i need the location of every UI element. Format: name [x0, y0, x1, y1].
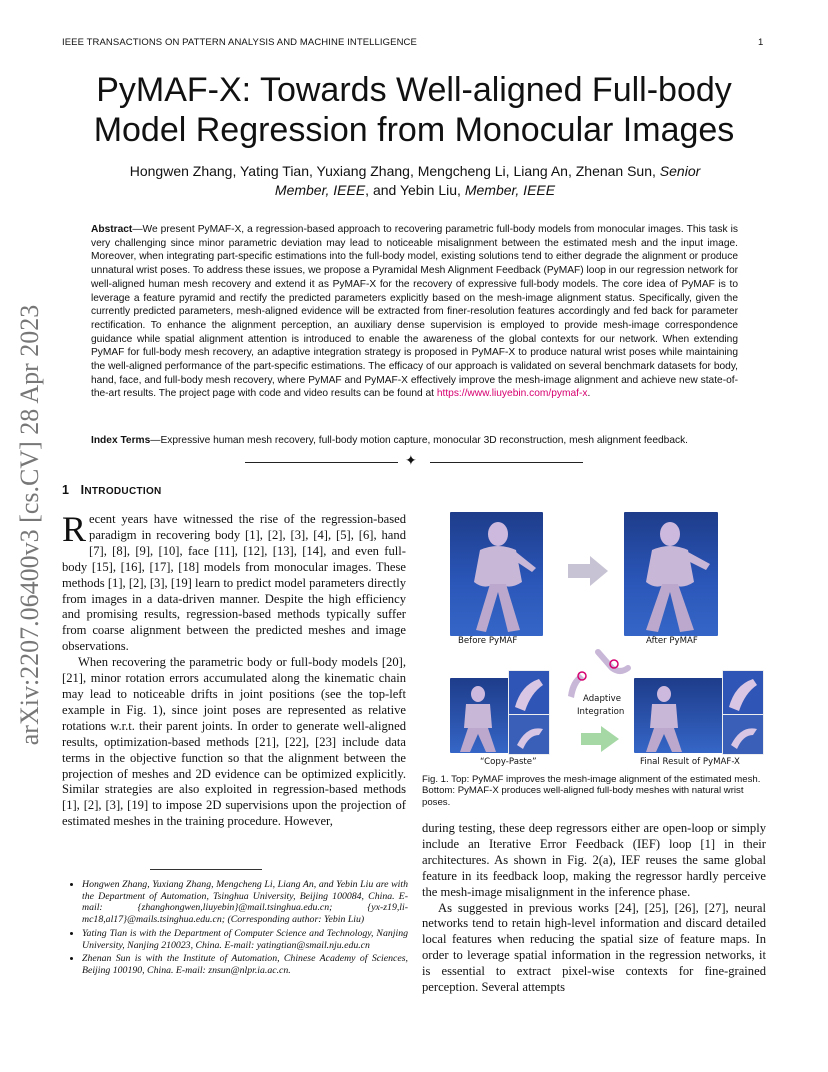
final-hand-crop [722, 670, 764, 717]
divider-ornament: ✦ [405, 454, 417, 469]
after-pymaf-image [624, 512, 718, 636]
running-head: IEEE TRANSACTIONS ON PATTERN ANALYSIS AND MACHINE INTELLIGENCE [62, 37, 417, 48]
project-link[interactable]: https://www.liuyebin.com/pymaf-x [436, 388, 588, 400]
intro-column-left [62, 509, 406, 830]
abstract: Abstract—We present PyMAF-X, a regression-based approach to recovering parametric full-body models from monocular images. This task is very challenging since minor parametric deviation may lead to noticeable misalignment between the estimated mesh and the input image. Moreover, when integrating part-specific estimations into the full-body model, existing solutions tend to either degrade the alignment or produce unnatural wrist poses. To address these issues, we propose a Pyramidal Mesh Alignment Feedback (PyMAF) loop in our regression network for well-aligned human mesh recovery and extend it as PyMAF-X for the recovery of expressive full-body models. The core idea of PyMAF is to leverage a feature pyramid and rectify the predicted parameters explicitly based on the mesh-image alignment status. Specifically, given the currently predicted parameters, mesh-aligned evidence will be extracted from finer-resolution features accordingly and fed back for parameter rectification. To enhance the alignment perception, an auxiliary dense supervision is employed to provide mesh-image correspondence guidance while spatial alignment attention is introduced to enable the awareness of the global contexts for our network. When extending PyMAF for full-body mesh recovery, an adaptive integration strategy is proposed in PyMAF-X to produce natural wrist poses while maintaining the well-aligned performance of the part-specific estimations. The efficacy of our approach is validated on several benchmark datasets for body, hand, face, and full-body mesh recovery, where PyMAF and PyMAF-X effectively improve the mesh-image alignment and achieve new state-of-the-art results. The project page with code and video results can be found at https://www.liuyebin.com/pymaf-x. [91, 224, 738, 400]
label-adaptive: Adaptive [583, 694, 622, 704]
label-after-pymaf: After PyMAF [646, 636, 698, 646]
drop-cap: R [62, 509, 87, 549]
final-face-crop [722, 714, 764, 755]
divider-right [430, 462, 583, 463]
intro-paragraph-1: ecent years have witnessed the rise of the regression-based paradigm in recovering body [1], [2], [3], [4], [5], [6], hand [7], [8], [9], [10], face [11], [12], [13], [14], and even full-body [15], [16], [17], [18] models from monocular images. These methods [1], [2], [3], [19] learn to predict model parameters directly from images in a data-driven manner. Despite the high efficiency and promising results, regression-based methods typically suffer from coarse alignment between the predicted meshes and image observations. [62, 512, 406, 654]
figure-1-caption: Fig. 1. Top: PyMAF improves the mesh-image alignment of the estimated mesh. Bottom: PyMAF-X produces well-aligned full-body meshes with natural wrist poses. [422, 774, 761, 808]
copy-paste-face-crop [508, 714, 550, 755]
author-list: Hongwen Zhang, Yating Tian, Yuxiang Zhang, Mengcheng Li, Liang An, Zhenan Sun, Senior Member, IEEE, and Yebin Liu, Member, IEEE [129, 163, 701, 198]
divider-left [245, 462, 398, 463]
final-result-image [634, 678, 724, 753]
before-pymaf-image [450, 512, 543, 636]
index-terms: Index Terms—Expressive human mesh recovery, full-body motion capture, monocular 3D reconstruction, mesh alignment feedback. [91, 435, 688, 446]
col2-paragraph-1: during testing, these deep regressors either are open-loop or simply include an Iterative Error Feedback (IEF) loop [1] in their architectures. As shown in Fig. 2(a), IEF reuses the same global feature in its feedback loop, making the regressor hardly perceive the mesh-image misalignment in the inference phase. [422, 821, 766, 899]
footnote-affiliation-2: • Yating Tian is with the Department of Computer Science and Technology, Nanjing University, Nanjing 210023, China. E-mail: yatingtian@smail.nju.edu.cn [82, 928, 408, 951]
arrow-right-icon [568, 556, 608, 586]
page-number: 1 [758, 37, 764, 48]
label-before-pymaf: Before PyMAF [458, 636, 518, 646]
label-final-result: Final Result of PyMAF-X [640, 757, 740, 767]
footnotes [62, 879, 408, 979]
label-copy-paste: “Copy-Paste” [480, 757, 537, 767]
col2-paragraph-2: As suggested in previous works [24], [25], [26], [27], neural networks tend to retain high-level information and discard detailed local features when reducing the spatial size of feature maps. In order to leverage spatial information in the regression networks, it is essential to extract pixel-wise contexts for fine-grained perception. Several attempts [422, 900, 766, 995]
figure-1 [444, 498, 764, 770]
wrist-detail-icon [594, 646, 634, 678]
footnote-affiliation-1: • Hongwen Zhang, Yuxiang Zhang, Mengcheng Li, Liang An, and Yebin Liu are with the Department of Automation, Tsinghua University, Beijing 100084, China. E-mail: {zhanghongwen,liuyebin}@mail.tsinghua.edu.cn; {yx-z19,li-mc18,al17}@mails.tsinghua.edu.cn; (Corresponding author: Yebin Liu) [82, 879, 408, 926]
section-heading: 1 INTRODUCTION [62, 483, 162, 497]
paper-title: PyMAF-X: Towards Well-aligned Full-body Model Regression from Monocular Images [93, 71, 735, 149]
intro-paragraph-2: When recovering the parametric body or full-body models [20], [21], minor rotation errors accumulated along the kinematic chain may lead to noticeable drifts in joint positions (see the top-left example in Fig. 1), since joint poses are represented as relative rotations w.r.t. their parent joints. In order to generate well-aligned results, optimization-based methods [21], [22], [23] include data terms in the objective function so that the alignment between the projection of meshes and 2D evidence can be optimized explicitly. Similar strategies are also exploited in regression-based methods [1], [2], [3], [19] to impose 2D supervisions upon the projection of estimated meshes in the training procedure. However, [62, 655, 406, 829]
footnote-affiliation-3: • Zhenan Sun is with the Institute of Automation, Chinese Academy of Sciences, Beijing 100190, China. E-mail: znsun@nlpr.ia.ac.cn. [82, 953, 408, 976]
copy-paste-hand-crop [508, 670, 550, 717]
arxiv-stamp: arXiv:2207.06400v3 [cs.CV] 28 Apr 2023 [15, 304, 44, 746]
arrow-right-icon [581, 726, 619, 752]
label-integration: Integration [577, 707, 625, 717]
intro-column-right [422, 821, 766, 996]
footnote-rule [150, 869, 262, 870]
